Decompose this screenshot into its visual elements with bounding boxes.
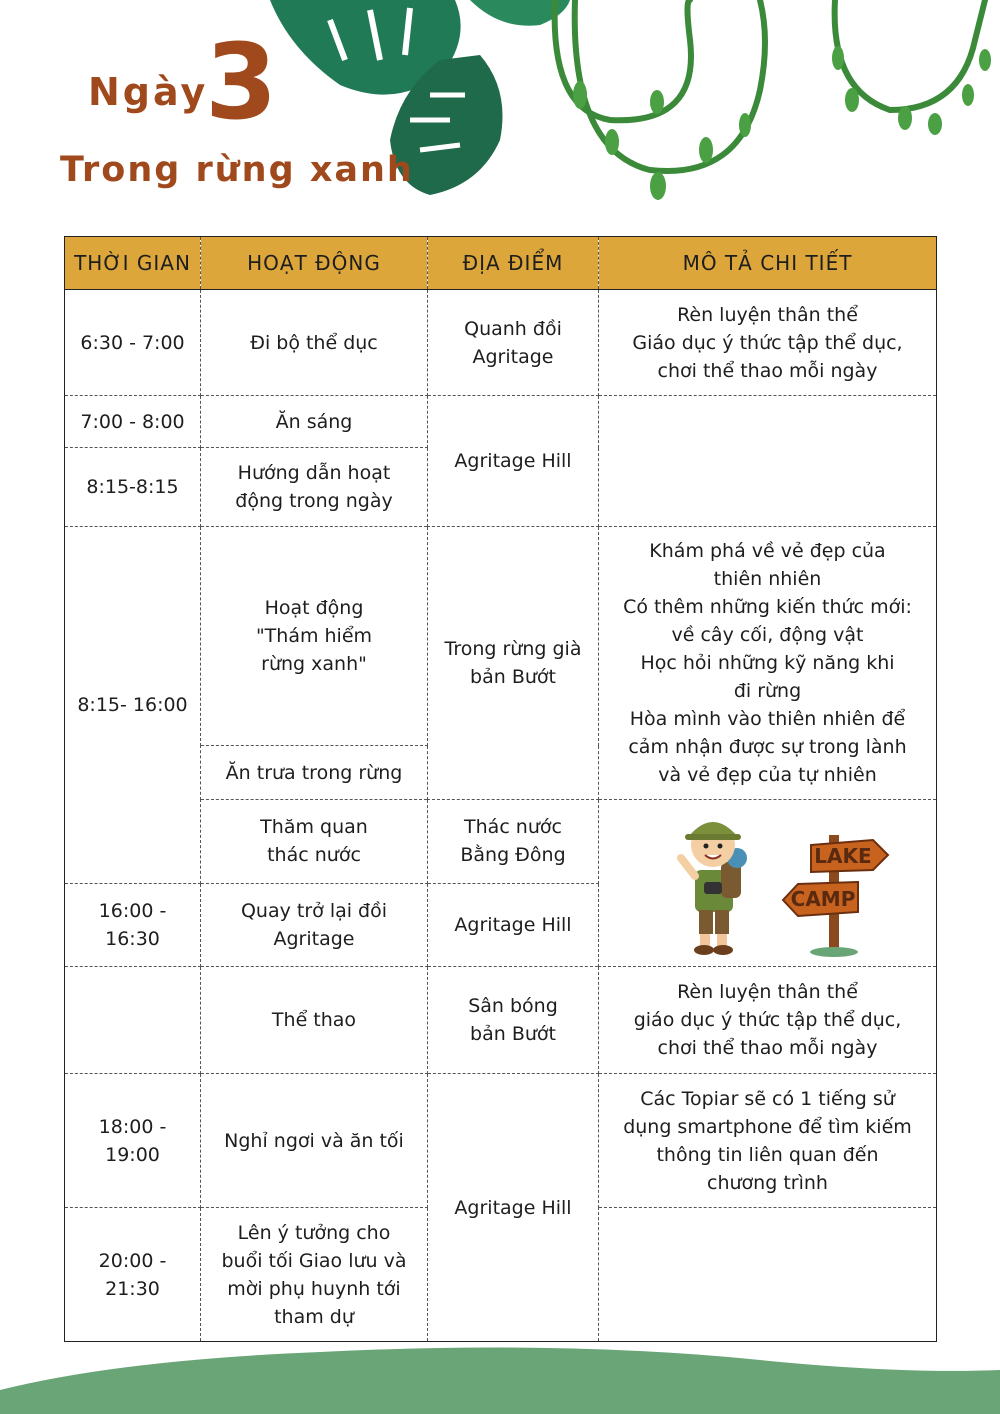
- cell-illustration: [599, 800, 937, 967]
- cell-time: 8:15-8:15: [65, 448, 201, 527]
- table-row: [65, 396, 937, 448]
- table-row: [65, 290, 937, 396]
- jungle-leaves-decoration: [0, 0, 1000, 230]
- cell-place: Trong rừng già bản Bướt: [428, 527, 599, 800]
- cell-activity: Lên ý tưởng cho buổi tối Giao lưu và mời phụ huynh tới tham dự: [201, 1208, 428, 1342]
- cell-description: Các Topiar sẽ có 1 tiếng sử dụng smartphone để tìm kiếm thông tin liên quan đến chương trình: [599, 1074, 937, 1208]
- cell-activity: Hướng dẫn hoạt động trong ngày: [201, 448, 428, 527]
- cell-place: Agritage Hill: [428, 1074, 599, 1342]
- header-description: MÔ TẢ CHI TIẾT: [599, 237, 937, 290]
- cell-time: [65, 967, 201, 1074]
- cell-place: Quanh đồi Agritage: [428, 290, 599, 396]
- cell-activity: Đi bộ thể dục: [201, 290, 428, 396]
- table-row: [65, 1074, 937, 1208]
- cell-description: Khám phá về vẻ đẹp của thiên nhiên Có thêm những kiến thức mới: về cây cối, động vật Học hỏi những kỹ năng khi đi rừng Hòa mình vào thiên nhiên để cảm nhận được sự trong lành và vẻ đẹp của tự nhiên: [599, 527, 937, 800]
- explorer-illustration: [603, 800, 933, 958]
- header-time: THỜI GIAN: [65, 237, 201, 290]
- cell-place: Sân bóng bản Bướt: [428, 967, 599, 1074]
- cell-time: 20:00 - 21:30: [65, 1208, 201, 1342]
- explorer-boy-icon: [681, 822, 747, 955]
- table-row: [65, 527, 937, 746]
- cell-description: [599, 1208, 937, 1342]
- cell-description: [599, 396, 937, 527]
- cell-place: Agritage Hill: [428, 396, 599, 527]
- vine-icon: [555, 0, 985, 171]
- cell-activity: Thăm quan thác nước: [201, 800, 428, 884]
- cell-description: Rèn luyện thân thể giáo dục ý thức tập thể dục, chơi thể thao mỗi ngày: [599, 967, 937, 1074]
- cell-activity: Thể thao: [201, 967, 428, 1074]
- sign-lake: LAKE: [814, 844, 872, 868]
- title-day-number: 3: [205, 21, 278, 143]
- cell-time: 18:00 - 19:00: [65, 1074, 201, 1208]
- signpost-icon: [783, 835, 888, 957]
- bottom-wave-decoration: [0, 1330, 1000, 1414]
- sign-camp: CAMP: [790, 887, 856, 911]
- title-day-word: Ngày: [88, 70, 209, 114]
- cell-place: Thác nước Bằng Đông: [428, 800, 599, 884]
- header-place: ĐỊA ĐIỂM: [428, 237, 599, 290]
- cell-activity: Ăn trưa trong rừng: [201, 746, 428, 800]
- table-row: [65, 967, 937, 1074]
- vine-leaves-icon: [573, 46, 991, 200]
- cell-place: Agritage Hill: [428, 883, 599, 967]
- cell-time: 7:00 - 8:00: [65, 396, 201, 448]
- cell-time: 16:00 - 16:30: [65, 883, 201, 967]
- cell-time: 8:15- 16:00: [65, 527, 201, 884]
- cell-activity: Nghỉ ngơi và ăn tối: [201, 1074, 428, 1208]
- cell-activity: Ăn sáng: [201, 396, 428, 448]
- cell-activity: Quay trở lại đồi Agritage: [201, 883, 428, 967]
- title-subtitle: Trong rừng xanh: [60, 150, 414, 190]
- cell-activity: Hoạt động "Thám hiểm rừng xanh": [201, 527, 428, 746]
- cell-time: 6:30 - 7:00: [65, 290, 201, 396]
- table-header-row: [65, 237, 937, 290]
- header-activity: HOẠT ĐỘNG: [201, 237, 428, 290]
- schedule-table: [64, 236, 937, 1342]
- cell-description: Rèn luyện thân thể Giáo dục ý thức tập thể dục, chơi thể thao mỗi ngày: [599, 290, 937, 396]
